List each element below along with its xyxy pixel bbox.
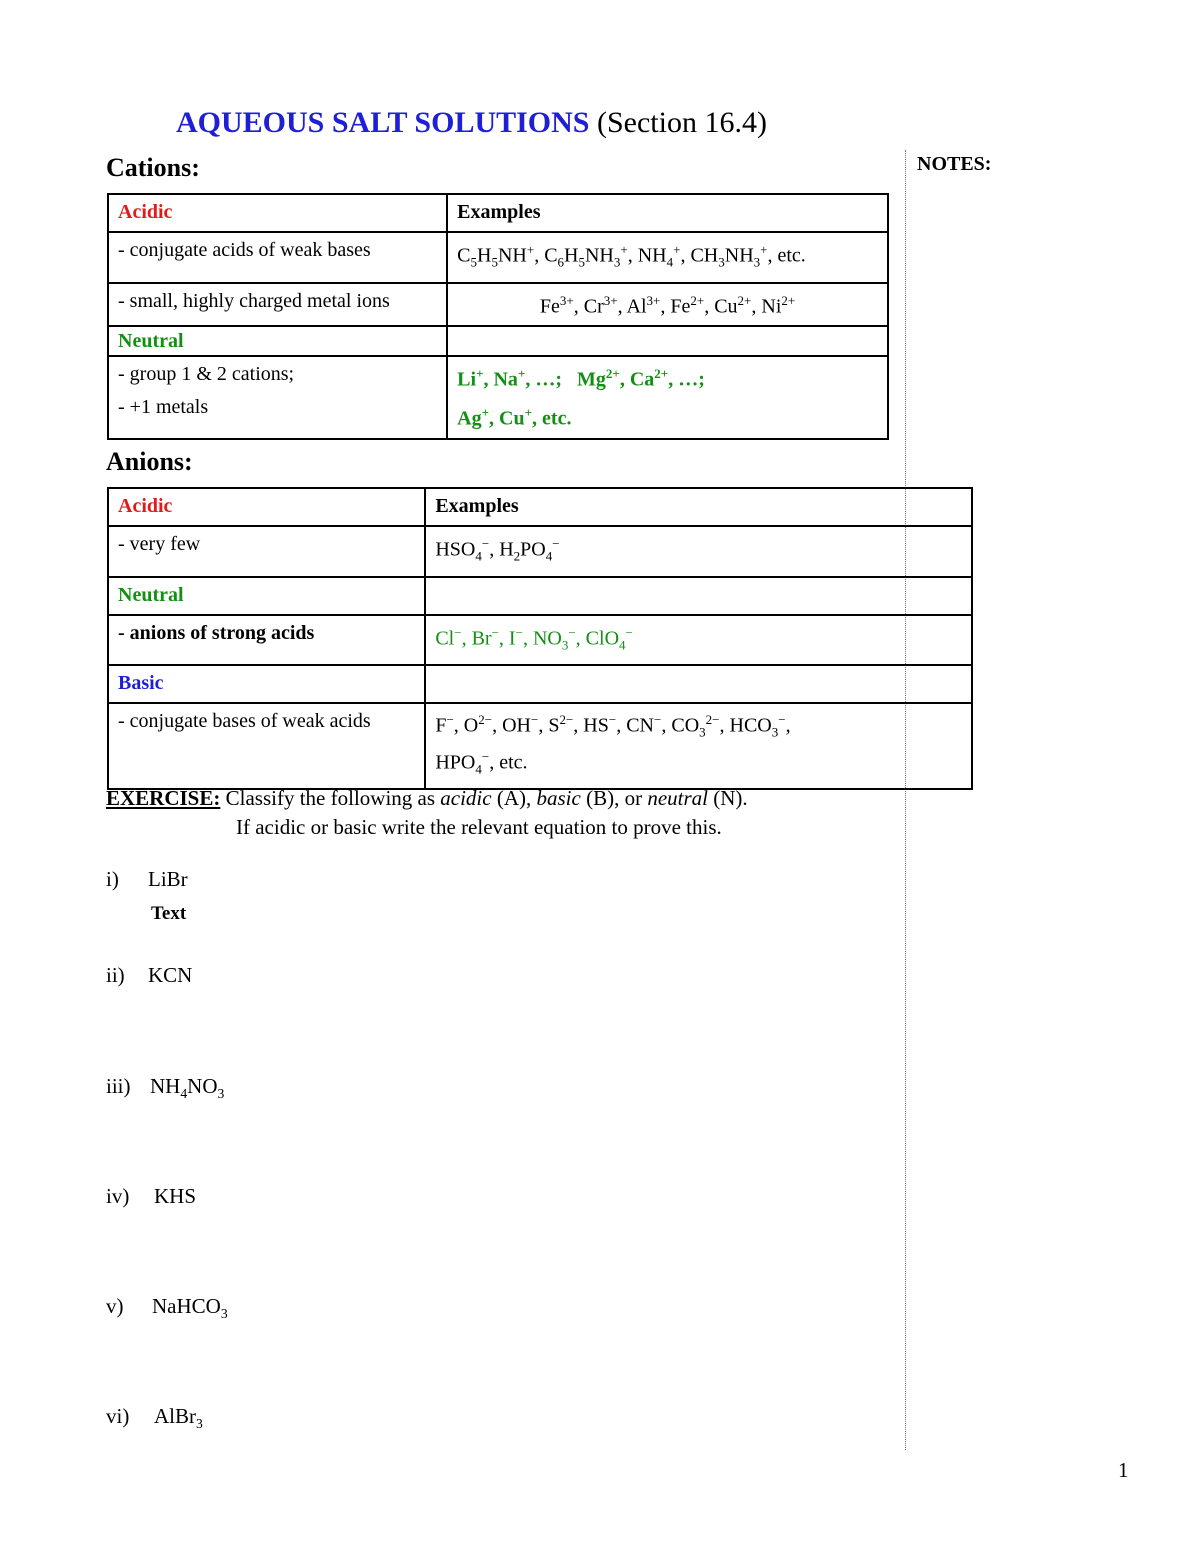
anions-row2-desc: - anions of strong acids: [108, 615, 425, 666]
page-number: 1: [1118, 1458, 1129, 1482]
question-6: [106, 1404, 203, 1432]
cations-row1-examples: $C_5H_5NH^+$, $C_6H_5NH_3^+$, $NH_4^+$, $CH_3NH_3^+$, etc.: [447, 232, 888, 283]
anions-row2-examples: Cl−, Br−, I−, $NO_3^-$, ClO$_4$−: [425, 615, 972, 666]
anions-table: [107, 487, 973, 790]
question-formula: $NH_4NO_3$: [150, 1074, 225, 1102]
cations-neutral-label: Neutral: [108, 326, 447, 356]
cations-row3-examples-b: Ag+, Cu+, etc.: [457, 404, 572, 430]
cations-row3-examples: [447, 356, 888, 438]
notes-label: NOTES:: [917, 153, 992, 175]
anions-heading: Anions:: [106, 447, 193, 476]
anions-neutral-empty: [425, 577, 972, 615]
question-5: [106, 1294, 228, 1322]
question-2: [106, 963, 192, 988]
cations-examples-header: Examples: [447, 194, 888, 232]
cations-row2-desc: - small, highly charged metal ions: [108, 283, 447, 327]
cations-row2-examples: $Fe^{3+}$, $Cr^{3+}$, $Al^{3+}$, $Fe^{2+}$, $Cu^{2+}$, $Ni^{2+}$: [447, 283, 888, 327]
exercise-line2: If acidic or basic write the relevant equation to prove this.: [236, 815, 722, 839]
exercise-instructions: [106, 786, 748, 811]
anions-examples-header: Examples: [425, 488, 972, 526]
question-number: i): [106, 867, 119, 891]
title-main: AQUEOUS SALT SOLUTIONS: [176, 106, 590, 139]
question-formula: NaHCO$_3$: [152, 1294, 228, 1322]
anions-row1-examples: $HSO_4^-$, $H_2PO_4^-$: [425, 526, 972, 577]
page-title: [176, 106, 767, 140]
question-number: ii): [106, 963, 125, 987]
exercise-text-b: (A),: [496, 786, 532, 810]
question-number: iv): [106, 1184, 130, 1208]
anions-acidic-label: Acidic: [108, 488, 425, 526]
notes-divider: [905, 150, 906, 1450]
question-4: [106, 1184, 196, 1209]
question-formula: LiBr: [148, 867, 188, 891]
cations-row3-examples-a: Li+, Na+, …; $Mg^{2+}$, $Ca^{2+}$, …;: [457, 366, 705, 391]
anions-neutral-label: Neutral: [108, 577, 425, 615]
cations-acidic-label: Acidic: [108, 194, 447, 232]
anions-row1-desc: - very few: [108, 526, 425, 577]
question-formula: KHS: [154, 1184, 197, 1208]
title-section: (Section 16.4): [597, 106, 767, 139]
anions-row3-desc: - conjugate bases of weak acids: [108, 703, 425, 788]
question-formula: AlBr$_3$: [154, 1404, 203, 1432]
cations-row3-desc-a: - group 1 & 2 cations;: [118, 363, 295, 386]
cations-table: [107, 193, 889, 440]
exercise-neutral-word: neutral: [647, 786, 708, 810]
anions-basic-label: Basic: [108, 665, 425, 703]
exercise-text-a: Classify the following as: [225, 786, 436, 810]
cations-row3-desc: [108, 356, 447, 438]
anions-row3-examples: F−, $O^{2-}$, OH−, $S^{2-}$, HS−, CN−, $CO_3^{2-}$, $HCO_3^-$, $HPO_4^-$, etc.: [425, 703, 972, 788]
answer-text: Text: [151, 903, 187, 924]
exercise-text-c: (B), or: [586, 786, 643, 810]
question-1: [106, 867, 188, 892]
question-3: [106, 1074, 224, 1102]
exercise-basic-word: basic: [536, 786, 581, 810]
cations-heading: Cations:: [106, 153, 200, 182]
cations-row1-desc: - conjugate acids of weak bases: [108, 232, 447, 283]
question-number: iii): [106, 1074, 131, 1098]
cations-row3-desc-b: - +1 metals: [118, 396, 209, 419]
cations-neutral-empty: [447, 326, 888, 356]
question-number: v): [106, 1294, 124, 1318]
exercise-label: EXERCISE:: [106, 786, 221, 810]
exercise-acidic-word: acidic: [440, 786, 492, 810]
question-number: vi): [106, 1404, 130, 1428]
anions-basic-empty: [425, 665, 972, 703]
exercise-text-d: (N).: [713, 786, 748, 810]
question-formula: KCN: [148, 963, 193, 987]
